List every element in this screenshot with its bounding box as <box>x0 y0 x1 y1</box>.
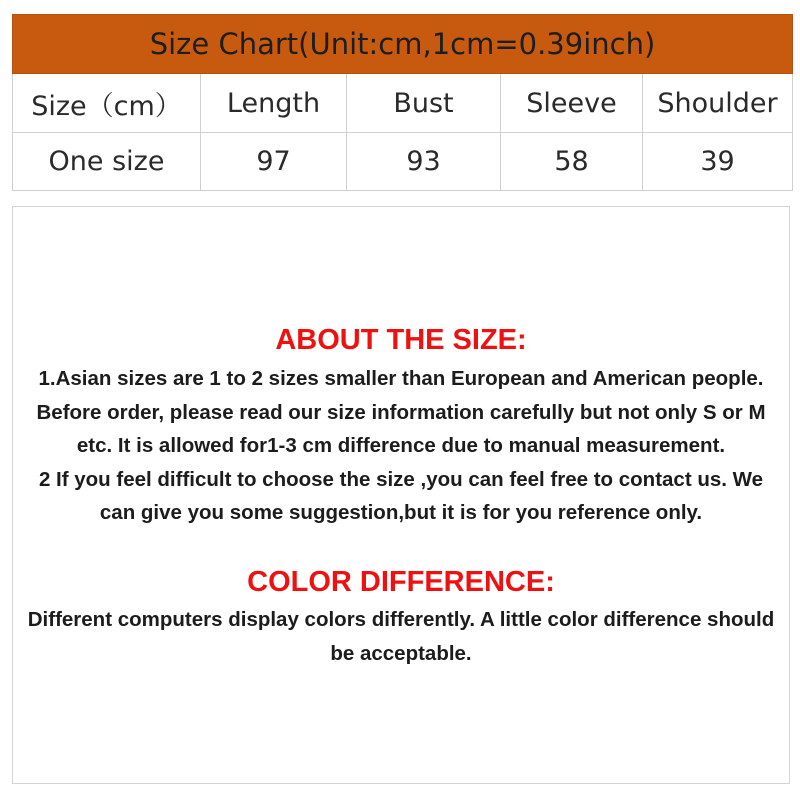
header-size: Size（cm） <box>13 74 201 133</box>
about-size-line: can give you some suggestion,but it is for you reference only. <box>99 501 703 524</box>
size-chart-header-row <box>13 74 793 133</box>
about-size-line: etc. It is allowed for1-3 cm difference due to manual measurement. <box>76 434 726 457</box>
cell-size: One size <box>13 133 201 191</box>
table-row <box>13 133 793 191</box>
about-size-title: ABOUT THE SIZE: <box>275 324 527 356</box>
cell-length: 97 <box>201 133 347 191</box>
cell-sleeve: 58 <box>501 133 643 191</box>
size-chart-title: Size Chart(Unit:cm,1cm=0.39inch) <box>13 15 793 74</box>
size-chart-title-row <box>13 15 793 74</box>
header-length: Length <box>201 74 347 133</box>
color-difference-title: COLOR DIFFERENCE: <box>247 566 555 598</box>
color-difference-text <box>13 603 789 670</box>
header-bust: Bust <box>347 74 501 133</box>
about-size-line: 2 If you feel difficult to choose the size ,you can feel free to contact us. We <box>38 467 764 491</box>
about-size-line: 1.Asian sizes are 1 to 2 sizes smaller than European and American people. <box>38 367 764 390</box>
size-info-box <box>12 206 790 784</box>
header-shoulder: Shoulder <box>643 74 793 133</box>
size-chart-table <box>12 14 793 191</box>
color-difference-line: be acceptable. <box>330 641 472 665</box>
header-sleeve: Sleeve <box>501 74 643 133</box>
cell-bust: 93 <box>347 133 501 191</box>
color-difference-line: Different computers display colors differently. A little color difference should <box>27 608 775 631</box>
about-size-line: Before order, please read our size information carefully but not only S or M <box>36 400 766 424</box>
cell-shoulder: 39 <box>643 133 793 191</box>
about-size-text <box>13 362 789 530</box>
